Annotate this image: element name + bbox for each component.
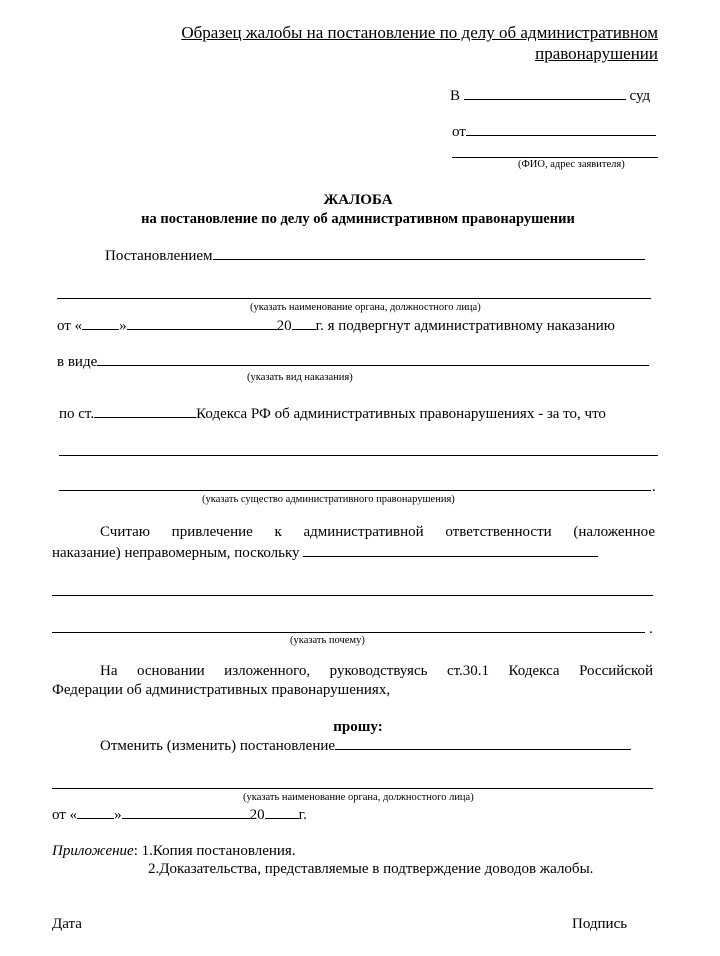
cancel-label: Отменить (изменить) постановление (100, 738, 336, 754)
essence-line-2[interactable] (59, 490, 651, 491)
cancel-date-field (52, 804, 307, 824)
year-prefix: 20 (276, 318, 292, 334)
essence-period: . (652, 479, 656, 495)
day-blank[interactable] (77, 804, 114, 819)
court-blank[interactable] (464, 85, 626, 100)
request-heading: прошу: (333, 719, 383, 735)
reason-line-2[interactable] (52, 632, 645, 633)
month-blank[interactable] (122, 804, 250, 819)
date-mid: » (119, 318, 127, 334)
reason-period: . (649, 621, 653, 637)
to-suffix: суд (629, 88, 651, 104)
cancel-organ-caption: (указать наименование органа, должностного лица) (243, 792, 474, 803)
penalty-kind-field (57, 351, 649, 371)
date-label: Дата (52, 916, 82, 932)
cancel-field (100, 735, 631, 755)
cancel-organ-line[interactable] (52, 788, 653, 789)
consider-line1: Считаю привлечение к административной ответственности (наложенное (100, 524, 655, 540)
year-blank[interactable] (265, 804, 299, 819)
year-blank[interactable] (292, 315, 316, 330)
resolution-label: Постановлением (105, 248, 213, 264)
applicant-caption: (ФИО, адрес заявителя) (518, 159, 625, 170)
reason-blank[interactable] (303, 542, 598, 557)
kind-caption: (указать вид наказания) (247, 372, 353, 383)
day-blank[interactable] (82, 315, 119, 330)
date-prefix: от « (57, 318, 83, 334)
from-prefix: от (452, 124, 466, 140)
article-field (59, 403, 606, 423)
month-blank[interactable] (127, 315, 277, 330)
article-text: Кодекса РФ об административных правонарушениях - за то, что (196, 406, 606, 422)
appendix-label: Приложение (52, 843, 134, 859)
basis-line2: Федерации об административных правонарушениях, (52, 682, 391, 698)
appendix-item-1: 1.Копия постановления. (141, 843, 296, 859)
basis-line1: На основании изложенного, руководствуясь ст.30.1 Кодекса Российской (100, 663, 653, 679)
cancel-blank[interactable] (335, 735, 631, 750)
complaint-subheading: на постановление по делу об административном правонарушении (141, 211, 575, 227)
organ-caption: (указать наименование органа, должностного лица) (250, 302, 481, 313)
year-suffix: г. (298, 807, 307, 823)
essence-line-1[interactable] (59, 455, 658, 456)
appendix (52, 842, 296, 860)
reason-caption: (указать почему) (290, 635, 365, 646)
article-blank[interactable] (94, 403, 196, 418)
date-mid: » (114, 807, 122, 823)
appendix-item-2: 2.Доказательства, представляемые в подтверждение доводов жалобы. (148, 861, 594, 877)
organ-line[interactable] (57, 298, 651, 299)
year-prefix: 20 (249, 807, 265, 823)
appendix-colon: : (133, 843, 138, 859)
date-field (57, 315, 615, 335)
to-prefix: В (450, 88, 461, 104)
resolution-blank[interactable] (213, 245, 645, 260)
consider-line2-field (52, 542, 598, 562)
resolution-field (105, 245, 645, 265)
consider-line2: наказание) неправомерным, поскольку (52, 545, 300, 561)
kind-blank[interactable] (97, 351, 649, 366)
document-title-line2: правонарушении (535, 44, 658, 63)
document-title-line1: Образец жалобы на постановление по делу об административном (181, 23, 658, 42)
reason-line-1[interactable] (52, 595, 653, 596)
from-blank[interactable] (466, 121, 656, 136)
article-label: по ст. (59, 406, 95, 422)
applicant-line[interactable] (452, 157, 658, 158)
kind-label: в виде (57, 354, 98, 370)
signature-label: Подпись (572, 916, 628, 932)
court-field (450, 85, 650, 105)
punished-text: г. я подвергнут административному наказанию (315, 318, 616, 334)
complaint-heading: ЖАЛОБА (323, 192, 393, 208)
essence-caption: (указать существо административного правонарушения) (202, 494, 455, 505)
date-prefix: от « (52, 807, 78, 823)
from-field (452, 121, 656, 141)
